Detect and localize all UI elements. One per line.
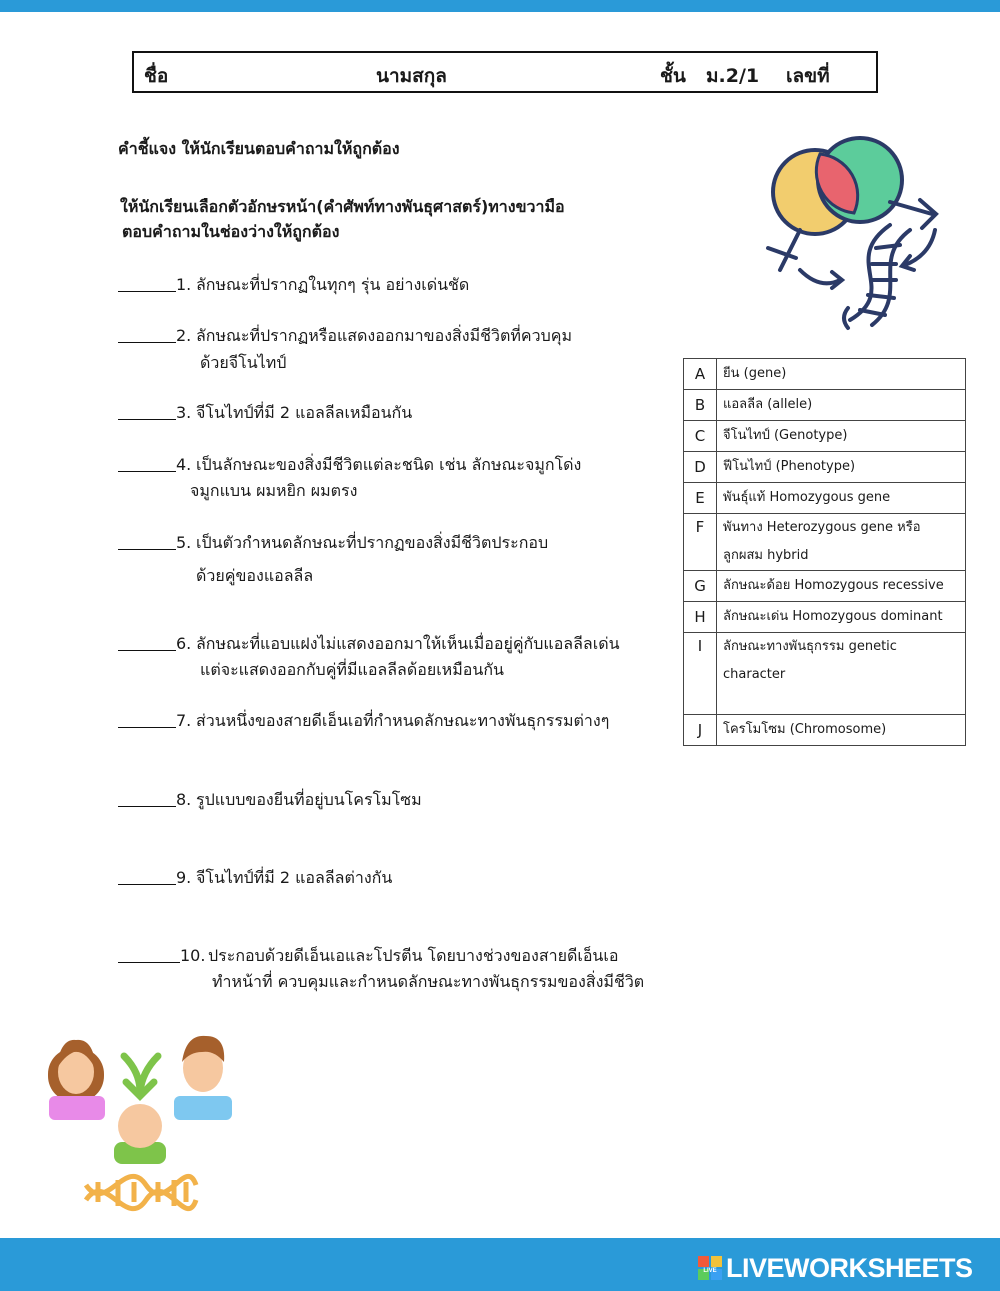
- key-letter: D: [684, 452, 717, 483]
- father-icon: [174, 1036, 232, 1120]
- question-number: 1.: [176, 275, 192, 294]
- instruction-line-2b: ตอบคำถามในช่องว่างให้ถูกต้อง: [122, 222, 340, 241]
- key-letter: I: [684, 633, 717, 715]
- student-info-box: [132, 51, 878, 93]
- key-letter: F: [684, 514, 717, 571]
- question-number: 4.: [176, 455, 192, 474]
- vocabulary-key-table: [683, 358, 966, 746]
- question-text: เป็นลักษณะของสิ่งมีชีวิตแต่ละชนิด เช่น ลักษณะจมูกโด่ง: [196, 455, 582, 474]
- key-row-d: [684, 452, 966, 483]
- question-number: 2.: [176, 326, 192, 345]
- class-label: ชั้น: [660, 65, 686, 87]
- top-color-bar: [0, 0, 1000, 12]
- key-row-i: [684, 633, 966, 715]
- venn-circles: [773, 138, 902, 234]
- key-row-j: [684, 715, 966, 746]
- key-letter: J: [684, 715, 717, 746]
- inheritance-arrow-icon: [124, 1056, 158, 1096]
- answer-blank-5[interactable]: [118, 529, 176, 550]
- question-text: ลักษณะที่แอบแฝงไม่แสดงออกมาให้เห็นเมื่ออยู่คู่กับแอลลีลเด่น: [196, 634, 620, 653]
- question-number: 6.: [176, 634, 192, 653]
- question-text: ลักษณะที่ปรากฏในทุกๆ รุ่น อย่างเด่นชัด: [196, 275, 470, 294]
- question-number: 5.: [176, 533, 192, 552]
- question-text-continued: ด้วยจีโนไทป์: [200, 353, 287, 372]
- question-text: ส่วนหนึ่งของสายดีเอ็นเอที่กำหนดลักษณะทางพันธุกรรมต่างๆ: [196, 711, 610, 730]
- question-number: 9.: [176, 868, 192, 887]
- key-term: โครโมโซม (Chromosome): [723, 722, 887, 737]
- instruction-line-2a: ให้นักเรียนเลือกตัวอักษรหน้า(คำศัพท์ทางพันธุศาสตร์)ทางขวามือ: [120, 197, 565, 216]
- answer-blank-1[interactable]: [118, 271, 176, 292]
- key-letter: B: [684, 390, 717, 421]
- dna-strand-icon: [86, 1176, 196, 1208]
- key-term: จีโนไทป์ (Genotype): [723, 428, 848, 443]
- question-text: จีโนไทป์ที่มี 2 แอลลีลต่างกัน: [196, 868, 393, 887]
- answer-blank-8[interactable]: [118, 786, 176, 807]
- answer-blank-4[interactable]: [118, 451, 176, 472]
- question-number: 7.: [176, 711, 192, 730]
- key-term: พันธุ์แท้ Homozygous gene: [723, 490, 891, 505]
- question-text: เป็นตัวกำหนดลักษณะที่ปรากฏของสิ่งมีชีวิตประกอบ: [196, 533, 549, 552]
- logo-letters: LIVE: [703, 1268, 717, 1274]
- answer-blank-3[interactable]: [118, 399, 176, 420]
- key-letter: E: [684, 483, 717, 514]
- question-text-continued: ทำหน้าที่ ควบคุมและกำหนดลักษณะทางพันธุกรรมของสิ่งมีชีวิต: [212, 972, 645, 991]
- question-text-continued: ด้วยคู่ของแอลลีล: [196, 566, 314, 585]
- key-row-h: [684, 602, 966, 633]
- answer-blank-9[interactable]: [118, 864, 176, 885]
- key-row-b: [684, 390, 966, 421]
- question-text: รูปแบบของยีนที่อยู่บนโครโมโซม: [196, 790, 422, 809]
- key-term: แอลลีล (allele): [723, 397, 813, 412]
- name-label: ชื่อ: [144, 65, 169, 87]
- key-row-a: [684, 359, 966, 390]
- brand-text: LIVEWORKSHEETS: [726, 1253, 973, 1283]
- answer-blank-10[interactable]: [118, 942, 180, 963]
- key-term: ลักษณะทางพันธุกรรม genetic: [723, 639, 897, 654]
- key-row-f: [684, 514, 966, 571]
- key-row-g: [684, 571, 966, 602]
- question-number: 8.: [176, 790, 192, 809]
- question-number: 3.: [176, 403, 192, 422]
- key-letter: A: [684, 359, 717, 390]
- question-text-continued: จมูกแบน ผมหยิก ผมตรง: [190, 481, 358, 500]
- key-term: ยีน (gene): [723, 366, 787, 381]
- liveworksheets-logo-icon: [698, 1256, 722, 1280]
- dna-helix-icon: [850, 225, 910, 325]
- mother-icon: [48, 1040, 105, 1120]
- question-number: 10.: [180, 946, 206, 965]
- key-term: ลักษณะเด่น Homozygous dominant: [723, 609, 943, 624]
- class-value: ม.2/1: [706, 65, 760, 87]
- surname-label: นามสกุล: [376, 65, 447, 87]
- key-term: พันทาง Heterozygous gene หรือ: [723, 520, 921, 535]
- key-row-e: [684, 483, 966, 514]
- answer-blank-2[interactable]: [118, 322, 176, 343]
- answer-blank-7[interactable]: [118, 707, 176, 728]
- genetics-venn-dna-illustration: [760, 130, 950, 335]
- key-letter: G: [684, 571, 717, 602]
- key-term: ลักษณะด้อย Homozygous recessive: [723, 578, 944, 593]
- family-heredity-illustration: [46, 1030, 238, 1220]
- key-row-c: [684, 421, 966, 452]
- key-letter: H: [684, 602, 717, 633]
- question-text-continued: แต่จะแสดงออกกับคู่ที่มีแอลลีลด้อยเหมือนกัน: [200, 660, 504, 679]
- key-letter: C: [684, 421, 717, 452]
- child-icon: [114, 1104, 166, 1164]
- key-term-continued: ลูกผสม hybrid: [723, 548, 809, 563]
- answer-blank-6[interactable]: [118, 630, 176, 651]
- question-text: จีโนไทป์ที่มี 2 แอลลีลเหมือนกัน: [196, 403, 413, 422]
- question-text: ประกอบด้วยดีเอ็นเอและโปรตีน โดยบางช่วงของสายดีเอ็นเอ: [208, 946, 619, 965]
- question-text: ลักษณะที่ปรากฏหรือแสดงออกมาของสิ่งมีชีวิตที่ควบคุม: [196, 326, 573, 345]
- key-term: ฟีโนไทป์ (Phenotype): [723, 459, 856, 474]
- instruction-line-1: คำชี้แจง ให้นักเรียนตอบคำถามให้ถูกต้อง: [118, 139, 400, 158]
- number-label: เลขที่: [786, 65, 830, 87]
- key-term-continued: character: [723, 667, 786, 682]
